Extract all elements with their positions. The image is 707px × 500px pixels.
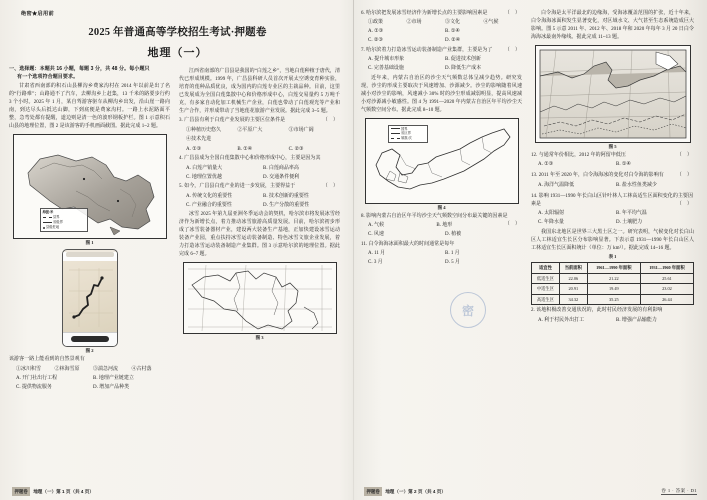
passage-5: 白令海是太平洋最北的边缘海，受海冰覆盖范围的扩张，近十年来，白令海海冰面积发生显著变化，对区域水文、大气甚至生态系统造成巨大影响。图 5 示意 2011 年、2012 年、2018 年和 2020 年每年 3 月 20 日白令海海冰最南外缘线。据此完成 11~13 题。 [531,10,694,40]
cell-r1c0: 中适生区 [532,284,560,295]
figure-2-caption: 图 2 [85,348,94,353]
cell-r0c1: 22.06 [559,273,587,284]
figure-1-legend [40,208,88,232]
q6-opt-2[interactable]: ③文化 [445,20,461,25]
legend-item-2 [43,225,85,230]
footer-pagenum-right: 地理（一）第 2 页（共 4 页） [385,488,446,494]
q14-ans-a[interactable]: A. 利于村民外出打工 [538,317,585,323]
column-2 [179,66,340,393]
question-14-answers [531,317,694,325]
question-3-options [179,127,340,135]
passage-3: 冰雪 2025 年第九届亚洲冬季运动会的契机，哈尔滨市将发展冰雪经济作为新增长点，着力推动冰雪旅游高质量发展。目前，哈尔滨初步形成了冰雪装备器材产业，建设两大装备生产基地，正加快建设冰雪运动装备产业园，重点扶持冰雪运动装备制造、特色冰雪文旅企业发展，着力打造冰雪运动装备制造产业集群。图 3 示意哈尔滨的地理位置。据此完成 6~7 题。 [179,212,340,257]
cell-r1c1: 20.91 [559,284,587,295]
cell-r2c2: 35.25 [587,294,640,305]
question-3-text: 广昌县有利于白莲产业发展的主要区位条件是 [184,118,286,123]
q3-ans-a[interactable]: A. ①③ [186,146,202,152]
passage-2: 江西省南部的广昌县是我国的“白莲之乡”，当地白莲种植于唐代，清代已形成规模。1999 年，广昌县科研人员首次开展太空诱变育种实验，培育的莲种品质优良，成为国内的白莲专业区的主栽品种。目前，这里已发展成为全国白莲集散中心和价格形成中心，白莲交易量约 5 万吨千克，有多家自动化加工机械生产企业，白莲也带动了白莲观光等产业和生产合作，并形成带动了当地莲花旅游产业发展。据此完成 3~5 题。 [179,68,340,114]
table-header-row [532,263,694,274]
secret-mark: 绝密★启用前 [21,11,54,17]
question-7-number: 7. [361,47,365,53]
question-6-answers-2 [361,37,522,45]
fig4-legend-label-1: 省区界 [401,131,411,136]
q1-opt-0[interactable]: ①冰川积雪 [16,366,42,372]
question-5-answers-2 [179,202,340,210]
question-4-text: 广昌县成为全国白莲集散中心和价格形成中心，主要是因为其 [184,156,321,161]
q8-ans-a[interactable]: A. 气候 [368,223,385,228]
question-10-stem [361,241,522,249]
figure-5-map [535,45,691,143]
q5-ans-d[interactable]: D. 生产分散的重要性 [263,202,310,208]
question-6-options [361,19,522,27]
question-8-number: 8. [361,213,365,219]
phone-search-bar [66,252,114,257]
question-10-answers [361,250,522,258]
q6-ans-b[interactable]: B. ①④ [445,29,460,34]
table-row [532,294,694,305]
q13-ans-a[interactable]: A. 太阳辐射 [538,211,565,216]
figure-1-map [13,134,167,239]
q6-ans-d[interactable]: D. ②④ [445,38,461,43]
route-path-svg [63,261,117,333]
question-5-bracket: （ ） [322,184,340,189]
question-12-text: 2011 年至 2020 年，白令海海冰的变化对白令海的影响有 [538,172,664,178]
q3-opt-2[interactable]: ③市场广阔 [288,127,314,133]
q1-opt-3[interactable]: ④古村落 [131,366,152,372]
question-13-answers [531,210,694,218]
figure-2-phone-screenshot [62,249,118,347]
q5-ans-b[interactable]: B. 技术创新的重要性 [263,193,309,199]
question-8-bracket: （ ） [504,221,522,227]
q14-ans-b[interactable]: B. 增强产品输能力 [616,317,657,323]
q12-ans-b[interactable]: B. 盐水性鱼类减少 [616,183,657,188]
question-7-text: 哈尔滨着力打造冰雪运动装备制造产业集群，主要是为了 [366,47,493,53]
q6-ans-a[interactable]: A. ①③ [368,29,384,34]
q13-ans-c[interactable]: C. 年降水量 [538,220,564,225]
q1-opt-1[interactable]: ②林海雪原 [54,366,80,372]
question-13-text: 影响 1931—1990 年长白山区针叶林人工林高适生区面积变化的主要因素是 [531,193,694,207]
page-right [354,0,707,500]
q7-ans-d[interactable]: D. 降低生产成本 [445,66,482,71]
figure-4-map [365,118,519,204]
question-6-bracket: （ ） [504,10,522,16]
watermark-stamp-icon: 密 [450,292,486,328]
q7-ans-a[interactable]: A. 提升城市形象 [368,57,405,62]
q1-ans-a[interactable]: A. 开门社出行工程 [16,375,58,381]
question-4-answers [179,165,340,173]
q4-ans-c[interactable]: C. 地理位置优越 [186,174,222,180]
q3-ans-c[interactable]: C. ②③ [288,146,304,152]
question-5-number: 5. [179,184,183,189]
question-1-stem: 该游客一路上能看到的自然景观有 [9,357,85,362]
question-11-stem [531,152,694,160]
q10-ans-a[interactable]: A. 11 月 [368,251,386,256]
instructions-line-2: 有一个选项符合题目要求。 [17,73,79,80]
q3-opt-1[interactable]: ②平原广大 [237,127,263,133]
figure-3-map [183,262,337,334]
page-left [0,0,353,500]
q6-opt-3[interactable]: ④气候 [483,20,499,25]
question-6-stem [361,10,522,18]
question-6-number: 6. [361,10,365,16]
instructions-line-1: 一、选择题：本题共 16 小题，每题 3 分，共 48 分。每小题只 [9,66,150,72]
question-11-answers [531,161,694,169]
table-caption: 表 1 [608,254,617,259]
column-3 [361,8,522,326]
figure-1-caption: 图 1 [85,240,94,245]
footer-left [12,487,94,496]
q4-ans-d[interactable]: D. 交通条件便利 [263,174,300,180]
question-10-answers-2 [361,259,522,267]
page-title: 2025 年普通高等学校招生考试·押题卷 [88,27,267,38]
phone-bottom-bar[interactable] [63,332,117,346]
table-head [532,263,694,274]
cell-r2c1: 34.32 [559,294,587,305]
cell-r1c2: 19.49 [587,284,640,295]
table-col-header-0: 适宜性 [532,263,560,274]
question-3-number: 3. [179,118,183,123]
question-12-answers [531,182,694,190]
q11-ans-a[interactable]: A. ①③ [538,162,554,167]
legend-label-1: 省级界 [53,220,63,225]
table-col-header-3: 1931—1960 年面积 [640,263,693,274]
question-7-answers-2 [361,65,522,73]
question-11-bracket: （ ） [676,152,694,158]
q8-ans-b[interactable]: B. 地形 [436,223,453,228]
question-10-number: 11. [361,241,368,247]
cell-r0c2: 21.22 [587,273,640,284]
question-3-bracket: （ ） [322,118,340,123]
northeast-china-map-svg [184,263,336,333]
phone-map-canvas [63,261,117,333]
q1-ans-c[interactable]: C. 提供物流服务 [16,384,52,390]
q13-ans-d[interactable]: D. 土壤肥力 [616,220,643,225]
question-14-number: 2. [531,308,535,314]
column-1 [9,66,170,393]
q4-ans-a[interactable]: A. 白莲产销量大 [186,165,223,171]
footer-badge-left: 押题卷 [12,487,30,496]
q1-ans-d[interactable]: D. 增加产品种类 [93,384,130,390]
question-12-number: 13. [531,172,538,178]
question-5-answers [179,193,340,201]
figure-3 [179,262,340,341]
question-13-bracket: （ ） [676,201,694,207]
figure-2 [9,249,170,354]
cell-r2c0: 高适生区 [532,294,560,305]
footer-answer-code: 卷 1 · 答案 · D1 [661,488,697,496]
question-7-bracket: （ ） [504,47,522,53]
figure-1-scalebar-label: 海拔/米 [42,209,54,214]
q12-ans-a[interactable]: A. 海洋气温降低 [538,183,575,188]
question-11-text: 与通常年份相比，2012 年的阿留申低压 [538,152,626,158]
question-12-stem [531,172,694,180]
question-1-options [9,366,170,374]
table-col-header-1: 当前面积 [559,263,587,274]
cell-r0c0: 低适生区 [532,273,560,284]
question-13-number: 14. [531,193,538,199]
fig4-legend-2 [391,136,425,141]
q6-opt-1[interactable]: ②市场 [406,20,422,25]
table-row [532,273,694,284]
q1-opt-2[interactable]: ③湍急河流 [93,366,119,372]
figure-1 [9,134,170,246]
q1-ans-b[interactable]: B. 地理产业链建立 [93,375,134,381]
cell-r0c3: 25.61 [640,273,693,284]
question-14-text: 该地积极改善交通状况的，此时村民经济发展的有利影响 [536,308,663,314]
q7-ans-b[interactable]: B. 促进技术创新 [445,57,481,62]
question-7-answers [361,56,522,64]
q5-ans-c[interactable]: C. 产业融合的重要性 [186,202,232,208]
question-14-stem [531,307,694,315]
figure-4-legend [388,125,428,144]
footer-right [364,487,446,496]
q11-ans-b[interactable]: B. ①④ [616,162,631,167]
legend-label-0: 县界 [53,215,60,220]
q8-ans-c[interactable]: C. 风速 [368,232,384,237]
cell-r1c3: 23.02 [640,284,693,295]
cell-r2c3: 26.44 [640,294,693,305]
adaptive-zone-area-table [531,262,694,305]
question-7-stem [361,47,522,55]
q13-ans-b[interactable]: B. 年平均气温 [616,211,647,216]
column-4 [531,8,694,326]
left-page-columns [9,66,346,393]
question-3-stem [179,117,340,125]
shaanxi-county-map-svg [14,135,166,238]
footer-badge-right: 押题卷 [364,487,382,496]
question-13-stem [531,193,694,209]
q6-opt-0[interactable]: ①政策 [368,20,384,25]
question-6-answers [361,28,522,36]
question-10-text: 白令海海冰面积最大的时间通常是每年 [368,241,455,247]
figure-5 [531,45,694,150]
table-body [532,273,694,305]
question-8-answers-2 [361,231,522,239]
fig4-legend-label-2: 频数/次 [401,136,412,141]
footer-pagenum-left: 地理（一）第 1 页（共 4 页） [33,488,94,494]
question-5-text: 如今，广昌县白莲产业的进一步发展，主要得益于 [184,184,296,189]
q3-ans-b[interactable]: B. ①④ [237,146,253,152]
q3-opt-0[interactable]: ①种植历史悠久 [186,127,222,133]
right-page-columns [361,8,698,326]
question-8-answers [361,222,505,230]
figure-4 [361,118,522,211]
q10-ans-b[interactable]: B. 1 月 [445,251,460,256]
page-subtitle: 地理（一） [147,47,208,59]
question-11-number: 12. [531,152,538,158]
question-6-text: 哈尔滨把发展冰雪经济作为新增长点的主要影响因素是 [366,10,488,16]
question-8-text: 影响内蒙古自治区年平均沙尘天气频数空间分布最关键的因素是 [366,213,508,219]
question-4-number: 4. [179,156,183,161]
phone-start-navigation-button[interactable] [71,336,109,342]
passage-4: 近年来，内蒙古自治区的沙尘天气频数总体呈减少趋势。研究发现，沙尘的形成主要取决于风速增加、沙源减少。沙尘的影响随着风速减小对沙尘的影响，风速减小 30% 时的沙尘形成减弱明显，提高风速减小对沙源减小敏感性。图 4 为 1991—2020 年内蒙古自治区年平均沙尘天气频数空间分布。据此完成 8~10 题。 [361,75,522,113]
question-5-stem [179,183,340,191]
figure-4-caption: 图 4 [437,204,446,210]
figure-5-caption: 图 5 [608,143,617,149]
fig4-legend-label-0: 国界 [401,126,408,131]
q3-opt-3[interactable]: ④技术先进 [186,137,212,142]
bering-sea-map-svg [536,46,690,142]
q4-ans-b[interactable]: B. 白莲商品率高 [263,165,299,171]
question-1-answers [9,375,170,383]
q10-ans-c[interactable]: C. 3 月 [368,260,383,265]
table-row [532,284,694,295]
passage-6: 我国东北地区是世界三大黑土区之一。研究表明，气候变化对长白山区人工林适宜生长区分布影响显著。下表示意 1931—1990 年长白山区人工林适宜生长区面积统计（单位：万 km²）。据此完成 14~16 题。 [531,229,694,251]
question-1-answers-2 [9,384,170,392]
question-13-answers-2 [531,219,694,227]
q6-ans-c[interactable]: C. ②③ [368,38,383,43]
table-col-header-2: 1961—1990 年面积 [587,263,640,274]
passage-1: 甘肃省西南部的积石山县柳沟乡费家沟村在 2014 年以前是出了名的“行路难”；山路通不了汽车，去柳沟乡上赶集，13 千米的路要步行约 3 个小时。2025 年 1 月，某自驾游客驱车从柳沟乡出发，沿山崖一路向南，到达尽头后抵达山脚，下到底便是费家沟村。一路上水泥路面平整，急弯处都有提醒，道边则是清一色的波形钢板护栏。图 1 示意积石山县的地理位置，图 2 是该游客的手机画面截图。据此完成 1~2 题。 [9,84,170,129]
question-12-bracket: （ ） [676,172,694,178]
question-4-stem [179,155,340,163]
question-3-answers [179,146,340,154]
q5-ans-a[interactable]: A. 传统文化的重要性 [186,193,233,199]
q7-ans-c[interactable]: C. 完善基础设施 [368,66,404,71]
q10-ans-d[interactable]: D. 5 月 [445,260,460,265]
figure-3-caption: 图 3 [255,335,264,340]
legend-label-2: 县级驻地 [46,225,60,230]
question-4-answers-2 [179,174,340,182]
q8-ans-d[interactable]: D. 植被 [445,232,462,237]
